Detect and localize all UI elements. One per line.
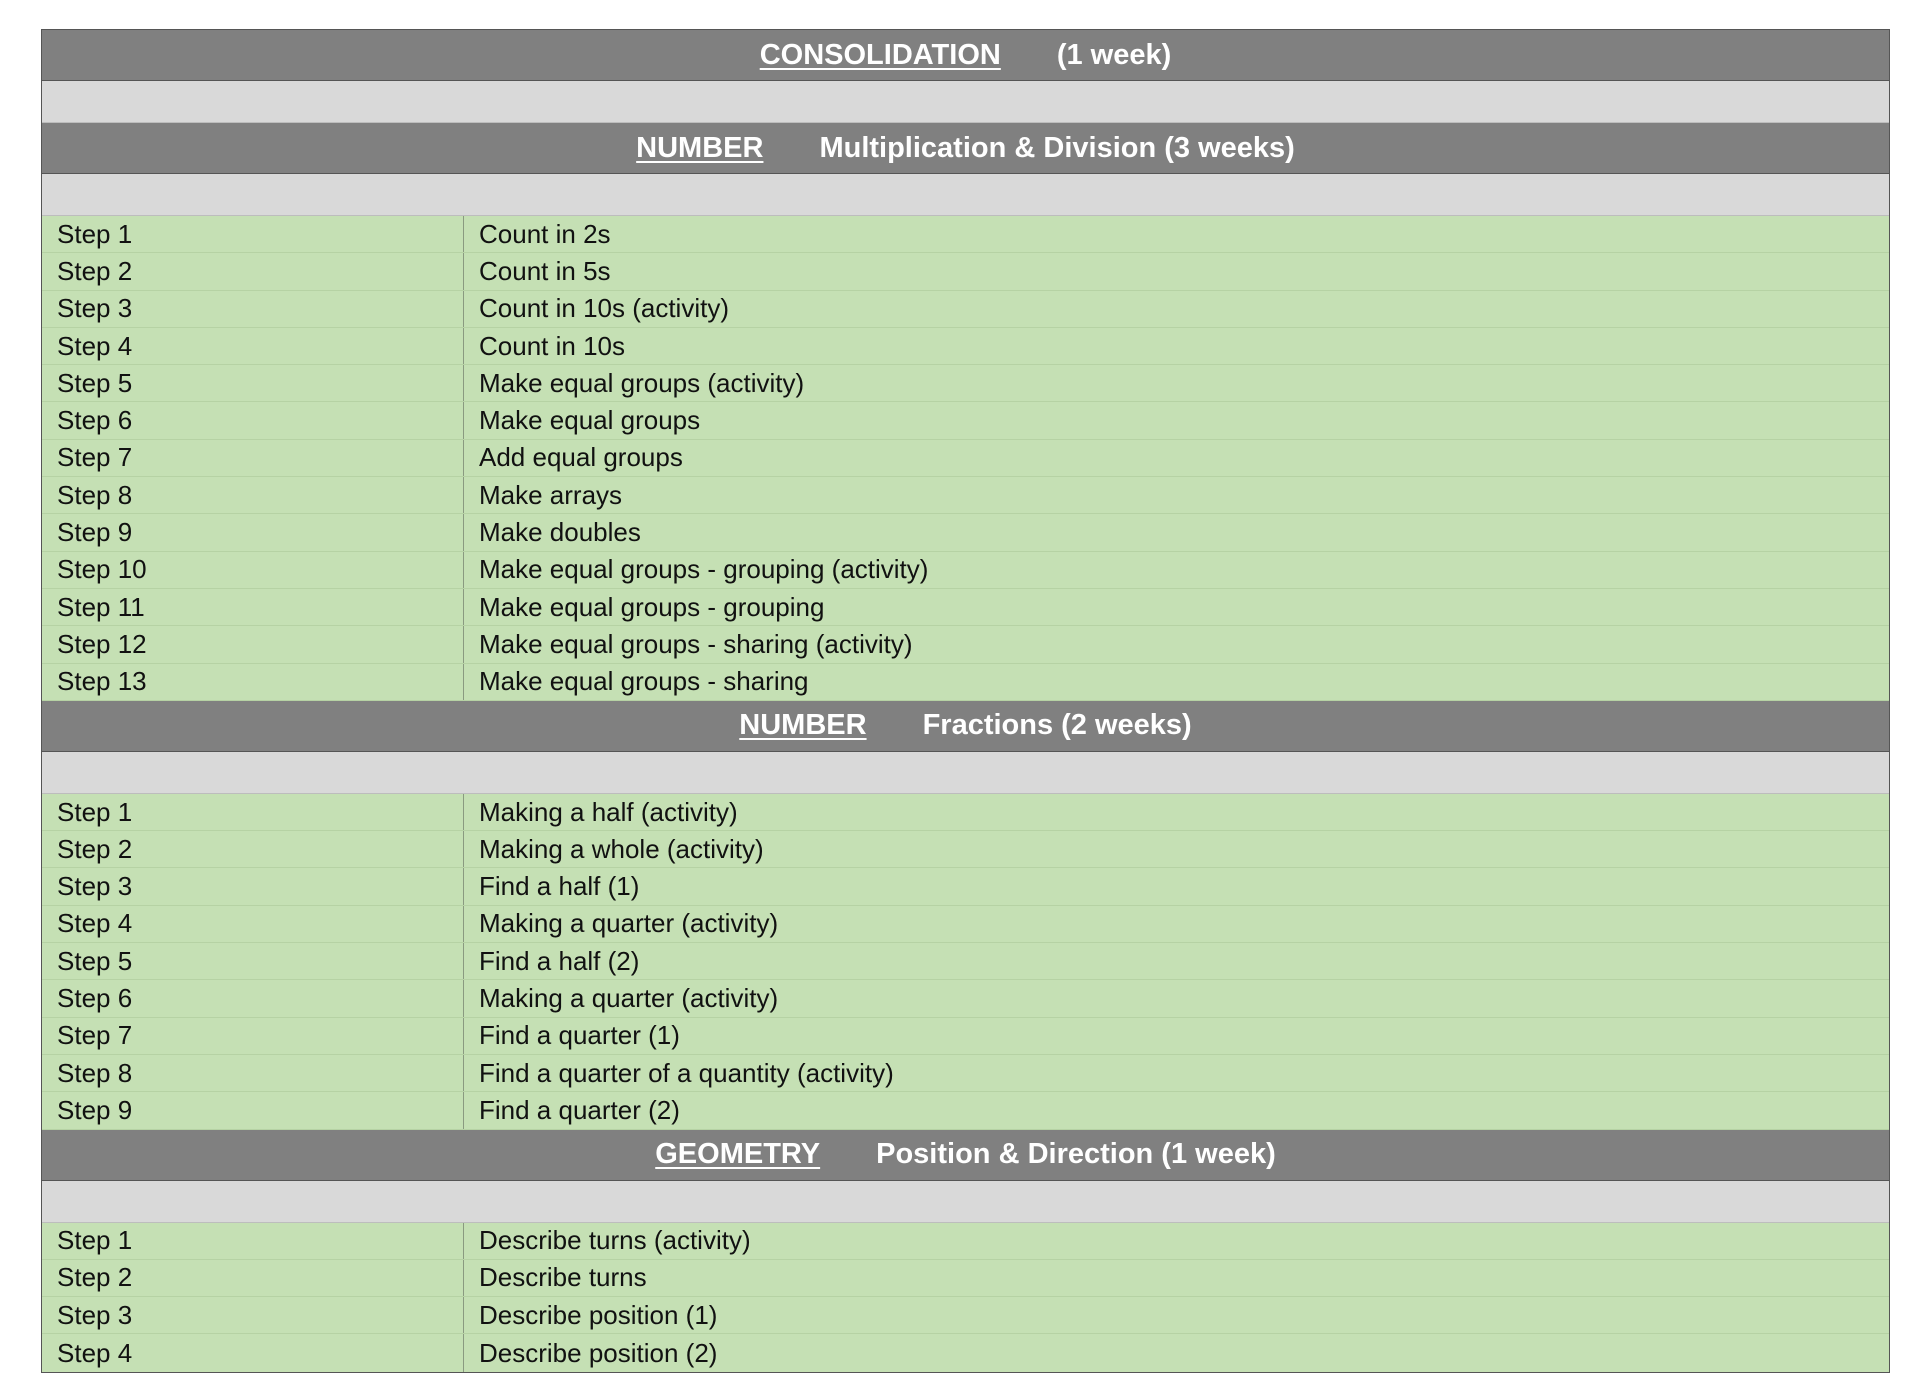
step-description-cell: Describe position (2): [479, 1337, 718, 1368]
step-number-cell: Step 7: [42, 440, 464, 476]
step-description-cell: Find a quarter (1): [479, 1020, 680, 1051]
table-row: [42, 1334, 1889, 1371]
step-number-cell: Step 5: [42, 365, 464, 401]
step-number-cell: Step 8: [42, 477, 464, 513]
step-number-cell: Step 4: [42, 1334, 464, 1371]
step-number-cell: Step 2: [42, 253, 464, 289]
step-description-cell: Make doubles: [479, 517, 641, 548]
step-description-cell: Make equal groups: [479, 405, 701, 436]
table-row: [42, 514, 1889, 551]
section-header: [42, 1130, 1889, 1181]
section-category: GEOMETRY: [655, 1138, 821, 1171]
table-row: [42, 664, 1889, 701]
step-description-cell: Make equal groups - sharing (activity): [479, 628, 913, 659]
step-number-cell: Step 4: [42, 328, 464, 364]
step-number-cell: Step 5: [42, 943, 464, 979]
step-description-cell: Make equal groups - grouping: [479, 591, 825, 622]
step-number-cell: Step 13: [42, 664, 464, 700]
step-number-cell: Step 1: [42, 794, 464, 830]
step-description-cell: Count in 5s: [479, 255, 611, 286]
table-row: [42, 626, 1889, 663]
step-number-cell: Step 3: [42, 291, 464, 327]
table-row: [42, 831, 1889, 868]
table-row: [42, 1260, 1889, 1297]
step-description-cell: Count in 2s: [479, 218, 611, 249]
table-row: [42, 365, 1889, 402]
step-number-cell: Step 2: [42, 1260, 464, 1296]
step-description-cell: Make equal groups - sharing: [479, 666, 809, 697]
step-description-cell: Add equal groups: [479, 442, 683, 473]
step-description-cell: Making a quarter (activity): [479, 982, 779, 1013]
step-description-cell: Making a whole (activity): [479, 833, 764, 864]
scheme-of-learning-table: [41, 29, 1890, 1373]
step-number-cell: Step 6: [42, 402, 464, 438]
section-header: [42, 701, 1889, 752]
step-description-cell: Describe position (1): [479, 1299, 718, 1330]
table-row: [42, 1055, 1889, 1092]
section-title: Position & Direction (1 week): [876, 1138, 1276, 1171]
step-description-cell: Describe turns: [479, 1262, 647, 1293]
step-number-cell: Step 6: [42, 980, 464, 1016]
step-description-cell: Make equal groups (activity): [479, 367, 805, 398]
table-row: [42, 328, 1889, 365]
step-description-cell: Find a half (2): [479, 945, 640, 976]
step-number-cell: Step 4: [42, 906, 464, 942]
step-description-cell: Making a half (activity): [479, 796, 738, 827]
step-description-cell: Make arrays: [479, 479, 623, 510]
step-number-cell: Step 12: [42, 626, 464, 662]
section-category: NUMBER: [739, 709, 867, 742]
table-row: [42, 868, 1889, 905]
step-number-cell: Step 1: [42, 1223, 464, 1259]
table-row: [42, 253, 1889, 290]
step-number-cell: Step 9: [42, 1092, 464, 1128]
table-row: [42, 794, 1889, 831]
section-header: [42, 30, 1889, 81]
table-row: [42, 906, 1889, 943]
table-row: [42, 943, 1889, 980]
step-description-cell: Count in 10s: [479, 330, 625, 361]
step-description-cell: Find a quarter of a quantity (activity): [479, 1057, 894, 1088]
step-description-cell: Describe turns (activity): [479, 1225, 751, 1256]
table-row: [42, 216, 1889, 253]
table-row: [42, 1018, 1889, 1055]
step-number-cell: Step 3: [42, 1297, 464, 1333]
step-number-cell: Step 10: [42, 552, 464, 588]
table-row: [42, 291, 1889, 328]
section-title: (1 week): [1056, 38, 1172, 71]
table-row: [42, 440, 1889, 477]
step-description-cell: Count in 10s (activity): [479, 293, 729, 324]
section-header: [42, 123, 1889, 174]
step-number-cell: Step 9: [42, 514, 464, 550]
section-title: Fractions (2 weeks): [922, 709, 1192, 742]
section-spacer-row: [42, 752, 1889, 794]
step-number-cell: Step 11: [42, 589, 464, 625]
step-description-cell: Making a quarter (activity): [479, 908, 779, 939]
step-number-cell: Step 8: [42, 1055, 464, 1091]
table-row: [42, 402, 1889, 439]
step-number-cell: Step 2: [42, 831, 464, 867]
table-row: [42, 980, 1889, 1017]
step-description-cell: Find a quarter (2): [479, 1094, 680, 1125]
step-number-cell: Step 1: [42, 216, 464, 252]
step-description-cell: Make equal groups - grouping (activity): [479, 554, 929, 585]
table-row: [42, 552, 1889, 589]
table-row: [42, 1297, 1889, 1334]
table-row: [42, 477, 1889, 514]
section-spacer-row: [42, 1181, 1889, 1223]
section-title: Multiplication & Division (3 weeks): [819, 131, 1295, 164]
table-row: [42, 589, 1889, 626]
table-row: [42, 1223, 1889, 1260]
step-description-cell: Find a half (1): [479, 871, 640, 902]
section-category: NUMBER: [636, 131, 764, 164]
section-spacer-row: [42, 81, 1889, 123]
step-number-cell: Step 3: [42, 868, 464, 904]
section-spacer-row: [42, 174, 1889, 216]
step-number-cell: Step 7: [42, 1018, 464, 1054]
section-category: CONSOLIDATION: [759, 38, 1001, 71]
table-row: [42, 1092, 1889, 1129]
